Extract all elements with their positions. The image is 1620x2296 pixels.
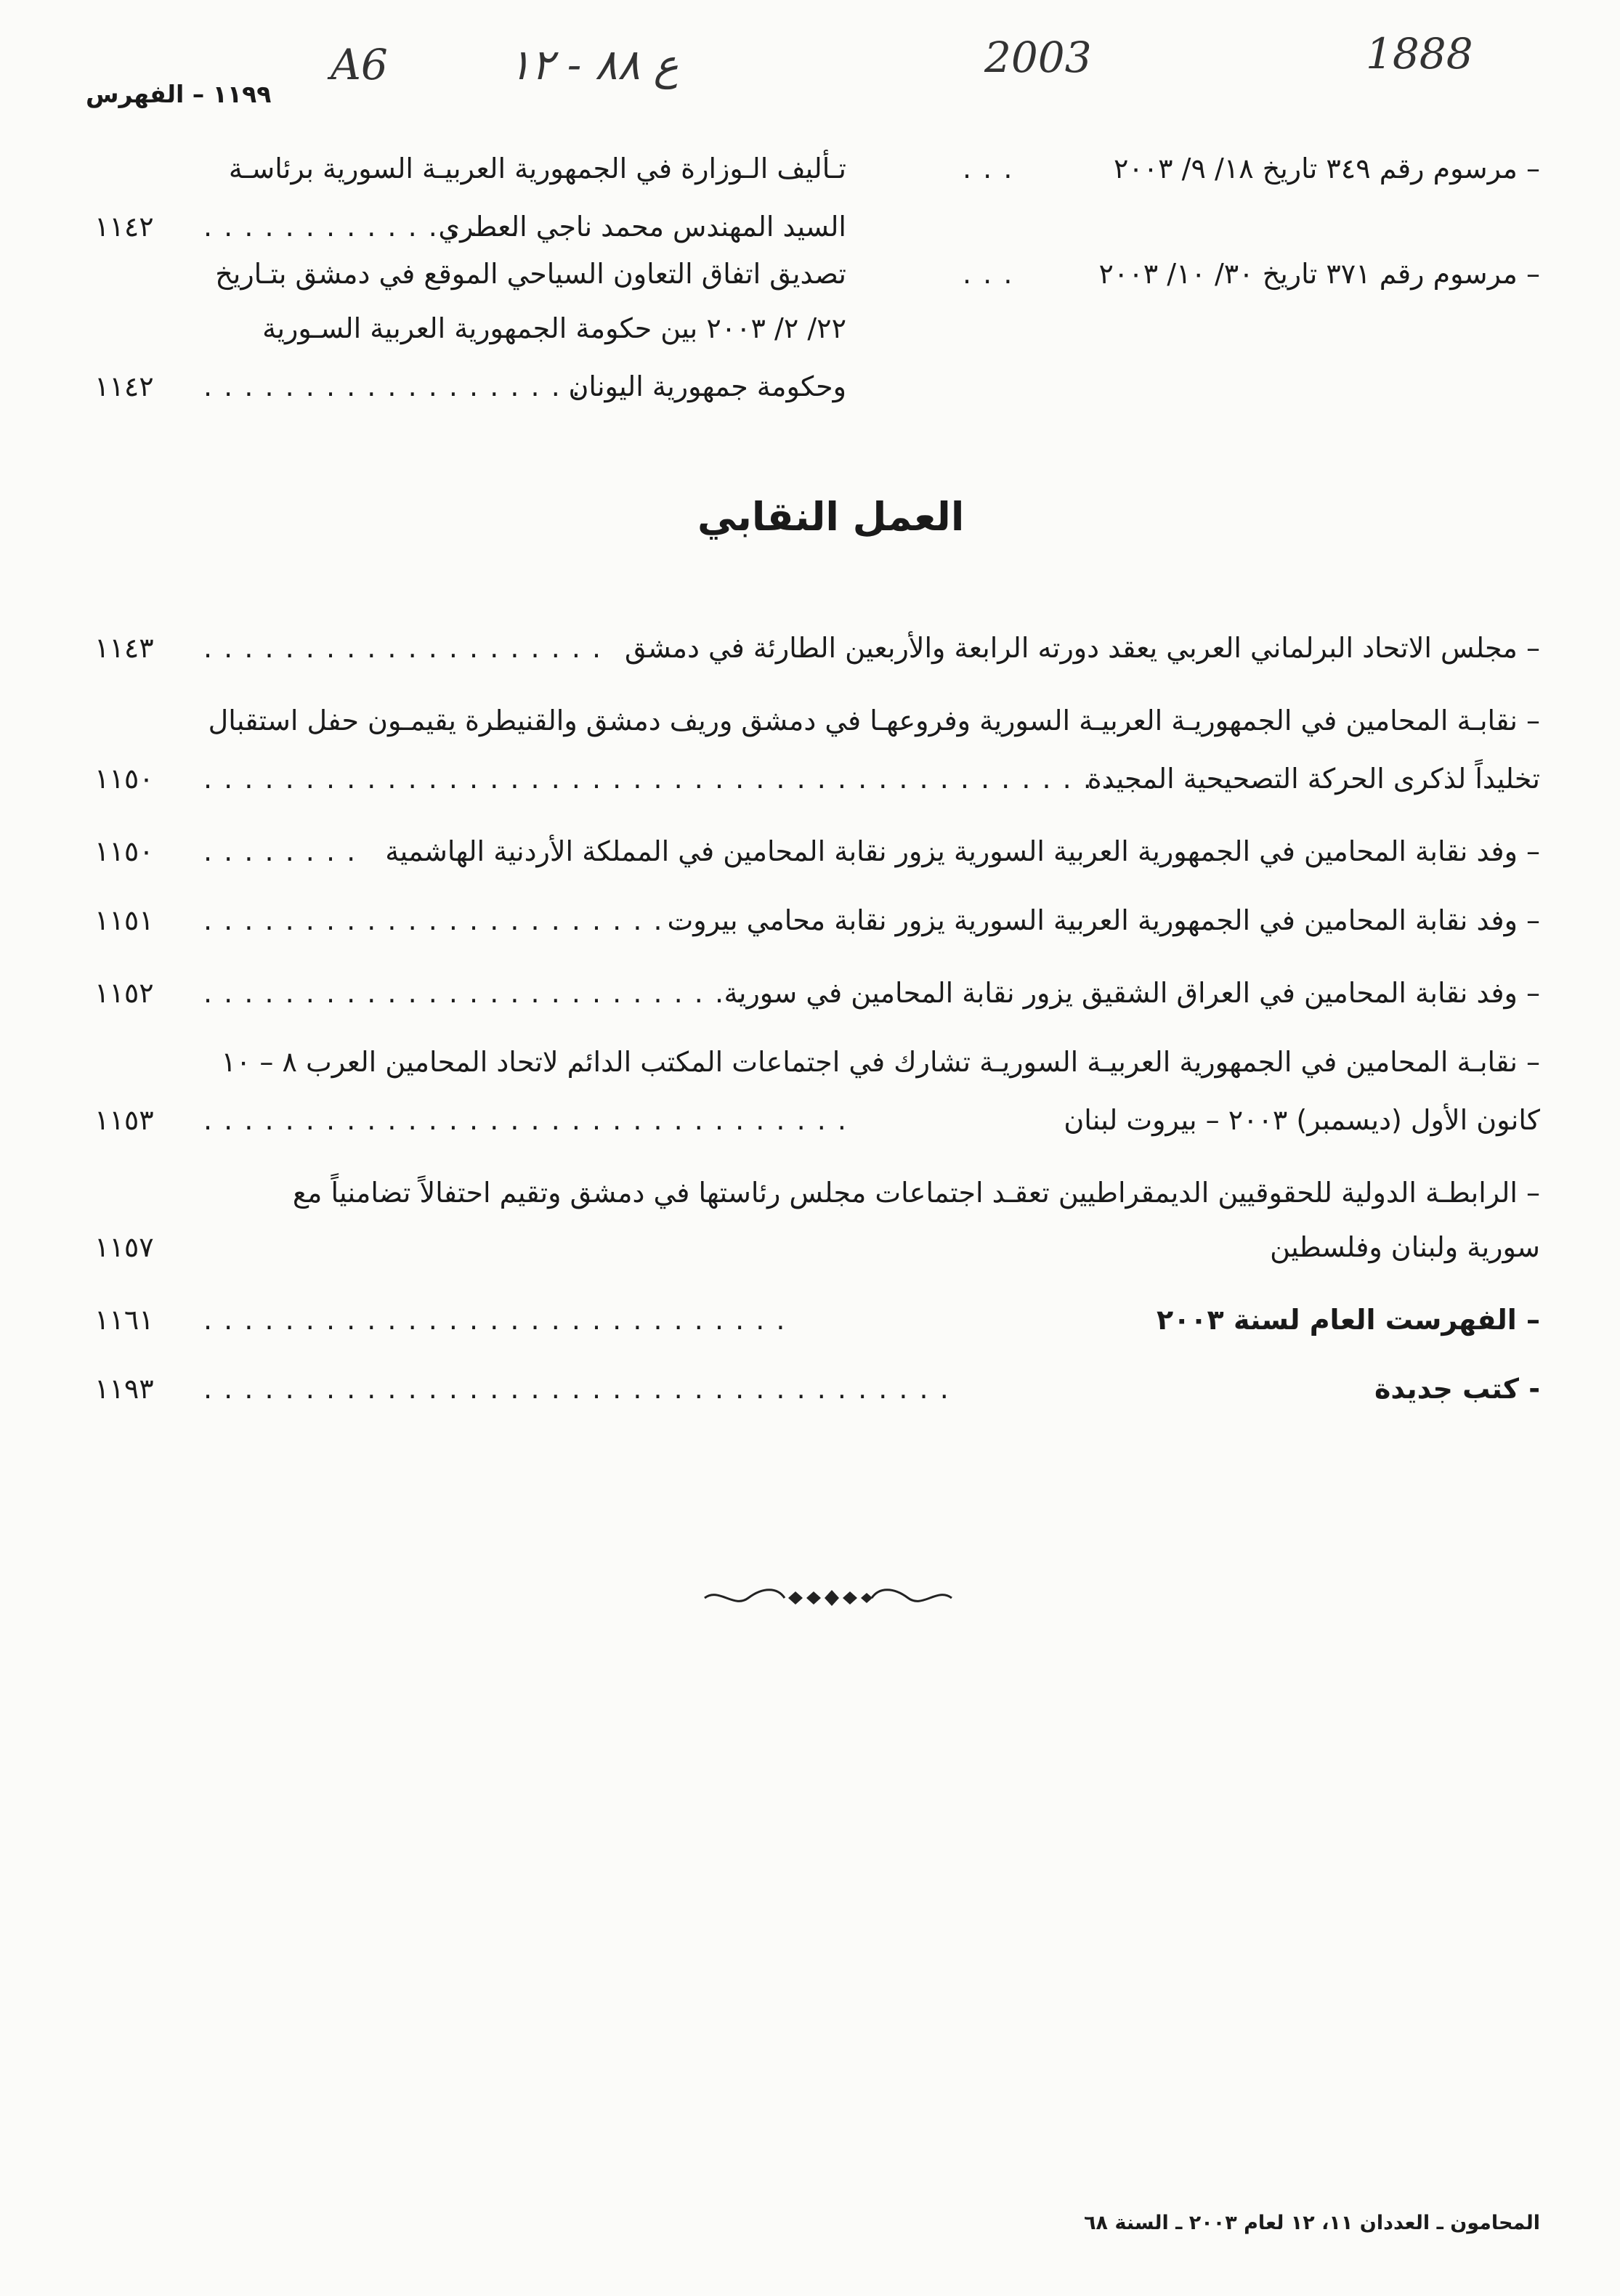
entry-3-dots: . . . . . . . . — [203, 835, 357, 867]
entry-6-line-2: كانون الأول (ديسمبر) ٢٠٠٣ – بيروت لبنان — [1064, 1104, 1540, 1136]
decree-2-leader-dots: . . . . . . . . . . . . . . . . . . . — [203, 370, 582, 402]
entry-2-page: ١١٥٠ — [94, 763, 154, 795]
entry-5-page: ١١٥٢ — [94, 977, 154, 1009]
entry-6-line-1: – نقابـة المحامين في الجمهورية العربيـة السوريـة تشارك في اجتماعات المكتب الدائم لاتحاد المحامين العرب ٨ – ١٠ — [221, 1046, 1540, 1078]
decree-1-line-1: تـأليف الـوزارة في الجمهورية العربيـة السورية برئاسـة — [228, 153, 846, 184]
entry-9-dots: . . . . . . . . . . . . . . . . . . . . . . . . . . . . . . . . . . . . . — [203, 1373, 950, 1405]
entry-1-dots: . . . . . . . . . . . . . . . . . . . . — [203, 632, 603, 664]
entry-6-dots: . . . . . . . . . . . . . . . . . . . . . . . . . . . . . . . . — [203, 1104, 848, 1136]
handwritten-note-year: 2003 — [984, 33, 1092, 82]
entry-6-page: ١١٥٣ — [94, 1104, 154, 1136]
entry-3-page: ١١٥٠ — [94, 835, 154, 867]
decree-2-dots: . . . — [963, 258, 1014, 290]
entry-5-line-1: – وفد نقابة المحامين في العراق الشقيق يزور نقابة المحامين في سورية — [724, 977, 1540, 1009]
entry-1-page: ١١٤٣ — [94, 632, 154, 664]
entry-7-line-2: سورية ولبنان وفلسطين — [1270, 1231, 1540, 1263]
entry-4-dots: . . . . . . . . . . . . . . . . . . . . . . . . — [203, 904, 684, 936]
entry-7-line-1: – الرابطـة الدولية للحقوقيين الديمقراطيين تعقـد اجتماعات مجلس رئاستها في دمشق وتقيم احتفالاً تضامنياً مع — [292, 1177, 1540, 1209]
entry-8-page: ١١٦١ — [94, 1304, 154, 1336]
ornament-divider — [697, 1583, 959, 1613]
decree-1-dots: . . . — [963, 153, 1014, 184]
entry-4-page: ١١٥١ — [94, 904, 154, 936]
entry-3-line-1: – وفد نقابة المحامين في الجمهورية العربية السورية يزور نقابة المحامين في المملكة الأردنية الهاشمية — [385, 835, 1540, 867]
decree-2-page: ١١٤٢ — [94, 370, 154, 402]
running-head: ١١٩٩ – الفهرس — [86, 80, 272, 108]
entry-8-dots: . . . . . . . . . . . . . . . . . . . . . . . . . . . . . — [203, 1304, 787, 1336]
decree-2-line-1: تصديق اتفاق التعاون السياحي الموقع في دمشق بتـاريخ — [215, 258, 846, 290]
entry-2-line-1: – نقابـة المحامين في الجمهوريـة العربيـة السورية وفروعهـا في دمشق وريف دمشق والقنيطرة يقيمـون حفل استقبال — [208, 705, 1540, 737]
entry-4-line-1: – وفد نقابة المحامين في الجمهورية العربية السورية يزور نقابة محامي بيروت — [667, 904, 1540, 936]
decree-1-label: – مرسوم رقم ٣٤٩ تاريخ ١٨/ ٩/ ٢٠٠٣ — [1113, 153, 1540, 184]
decree-1-page: ١١٤٢ — [94, 211, 154, 243]
section-title: العمل النقابي — [697, 494, 965, 540]
handwritten-note-issue: ع ٨٨ - ١٢ — [509, 40, 679, 89]
page-footer: المحامون ـ العددان ١١، ١٢ لعام ٢٠٠٣ ـ السنة ٦٨ — [1084, 2212, 1540, 2234]
entry-5-dots: . . . . . . . . . . . . . . . . . . . . . . . . . . . — [203, 977, 746, 1009]
entry-1-line-1: – مجلس الاتحاد البرلماني العربي يعقد دورته الرابعة والأربعين الطارئة في دمشق — [625, 632, 1540, 664]
entry-9-page: ١١٩٣ — [94, 1373, 154, 1405]
entry-9-line-1: - كتب جديدة — [1374, 1373, 1540, 1405]
decree-1-line-2: السيد المهندس محمد ناجي العطري — [438, 211, 846, 243]
entry-2-line-2: تخليداً لذكرى الحركة التصحيحية المجيدة — [1087, 763, 1540, 795]
handwritten-note-number: 1888 — [1366, 29, 1473, 78]
decree-2-line-2: ٢٢/ ٢/ ٢٠٠٣ بين حكومة الجمهورية العربية السـورية — [262, 312, 846, 344]
entry-7-page: ١١٥٧ — [94, 1231, 154, 1263]
decree-2-line-3: وحكومة جمهورية اليونان — [568, 370, 846, 402]
decree-1-leader-dots: . . . . . . . . . . . . . . . . — [203, 211, 521, 243]
entry-8-line-1: – الفهرست العام لسنة ٢٠٠٣ — [1156, 1304, 1540, 1336]
handwritten-note-a6: A6 — [331, 40, 388, 89]
decree-2-label: – مرسوم رقم ٣٧١ تاريخ ٣٠/ ١٠/ ٢٠٠٣ — [1098, 258, 1540, 290]
entry-2-dots: . . . . . . . . . . . . . . . . . . . . . . . . . . . . . . . . . . . . . . . . . . . . . — [203, 763, 1114, 795]
